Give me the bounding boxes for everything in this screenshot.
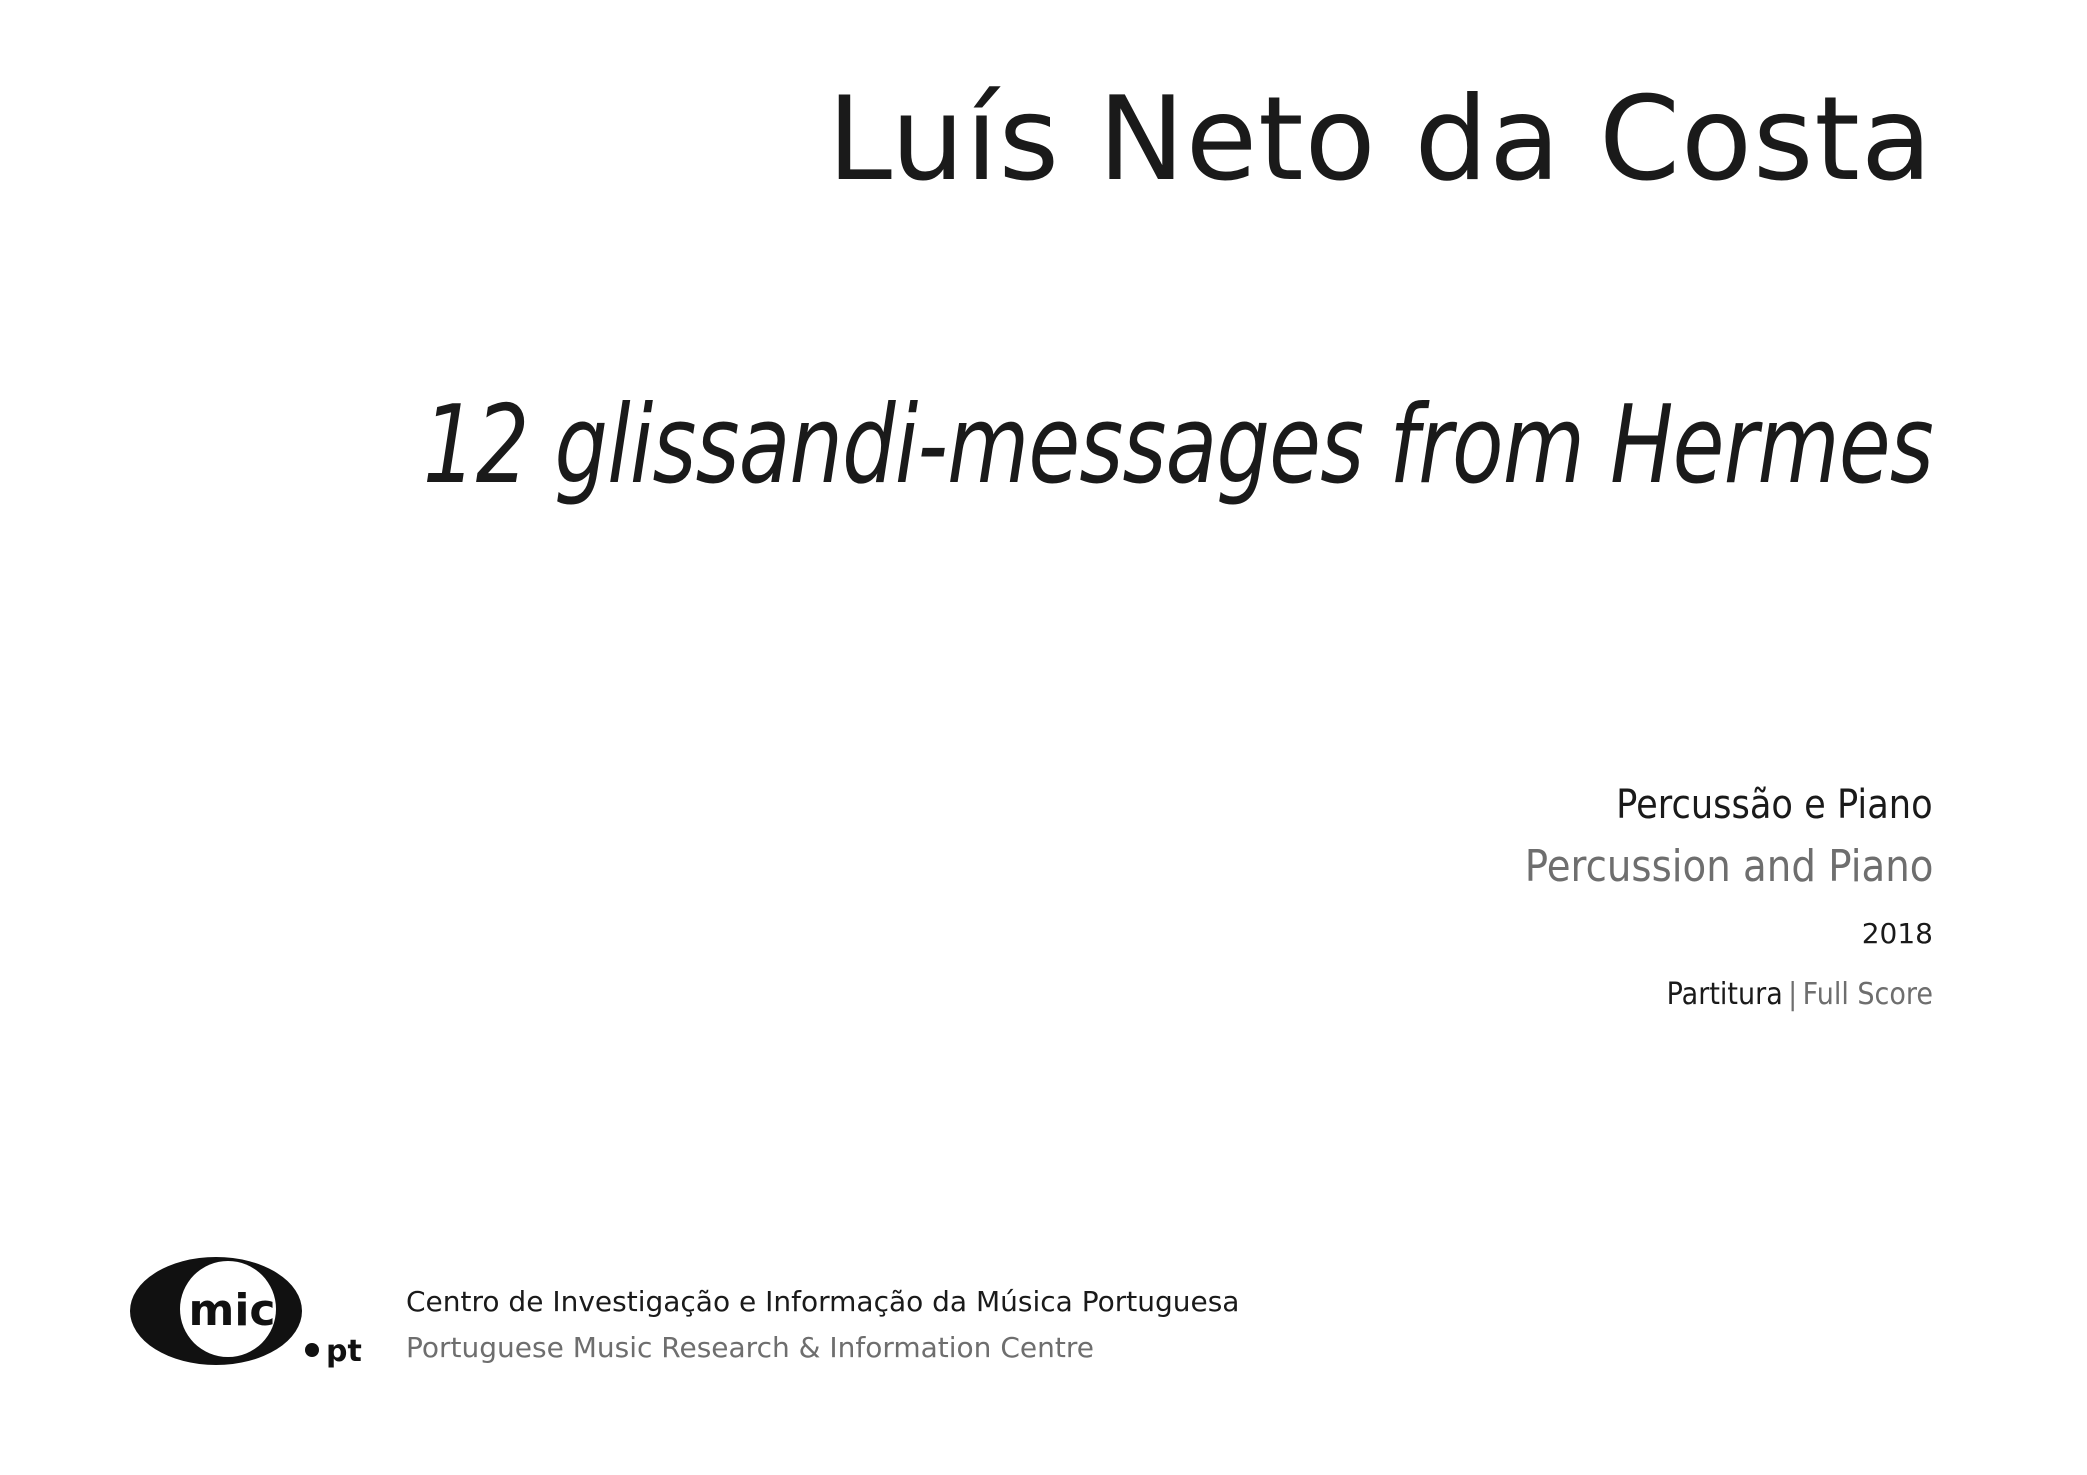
score-type-english: Full Score	[1802, 977, 1933, 1012]
composition-year: 2018	[1861, 917, 1933, 950]
score-type	[1666, 977, 1933, 1012]
logo-pt-text: pt	[326, 1334, 362, 1369]
logo-dot	[305, 1343, 319, 1357]
organization-name-english: Portuguese Music Research & Information Centre	[406, 1331, 1094, 1364]
logo-mic-text: mic	[188, 1285, 276, 1336]
mic-logo	[128, 1253, 368, 1373]
organization-name-portuguese: Centro de Investigação e Informação da Música Portuguesa	[406, 1285, 1240, 1318]
instrumentation-english: Percussion and Piano	[1524, 841, 1933, 892]
score-type-portuguese: Partitura	[1666, 977, 1783, 1012]
work-title: 12 glissandi-messages from Hermes	[422, 383, 1933, 508]
instrumentation-portuguese: Percussão e Piano	[1616, 782, 1933, 828]
score-type-separator: |	[1788, 977, 1798, 1012]
composer-name: Luís Neto da Costa	[827, 72, 1933, 207]
